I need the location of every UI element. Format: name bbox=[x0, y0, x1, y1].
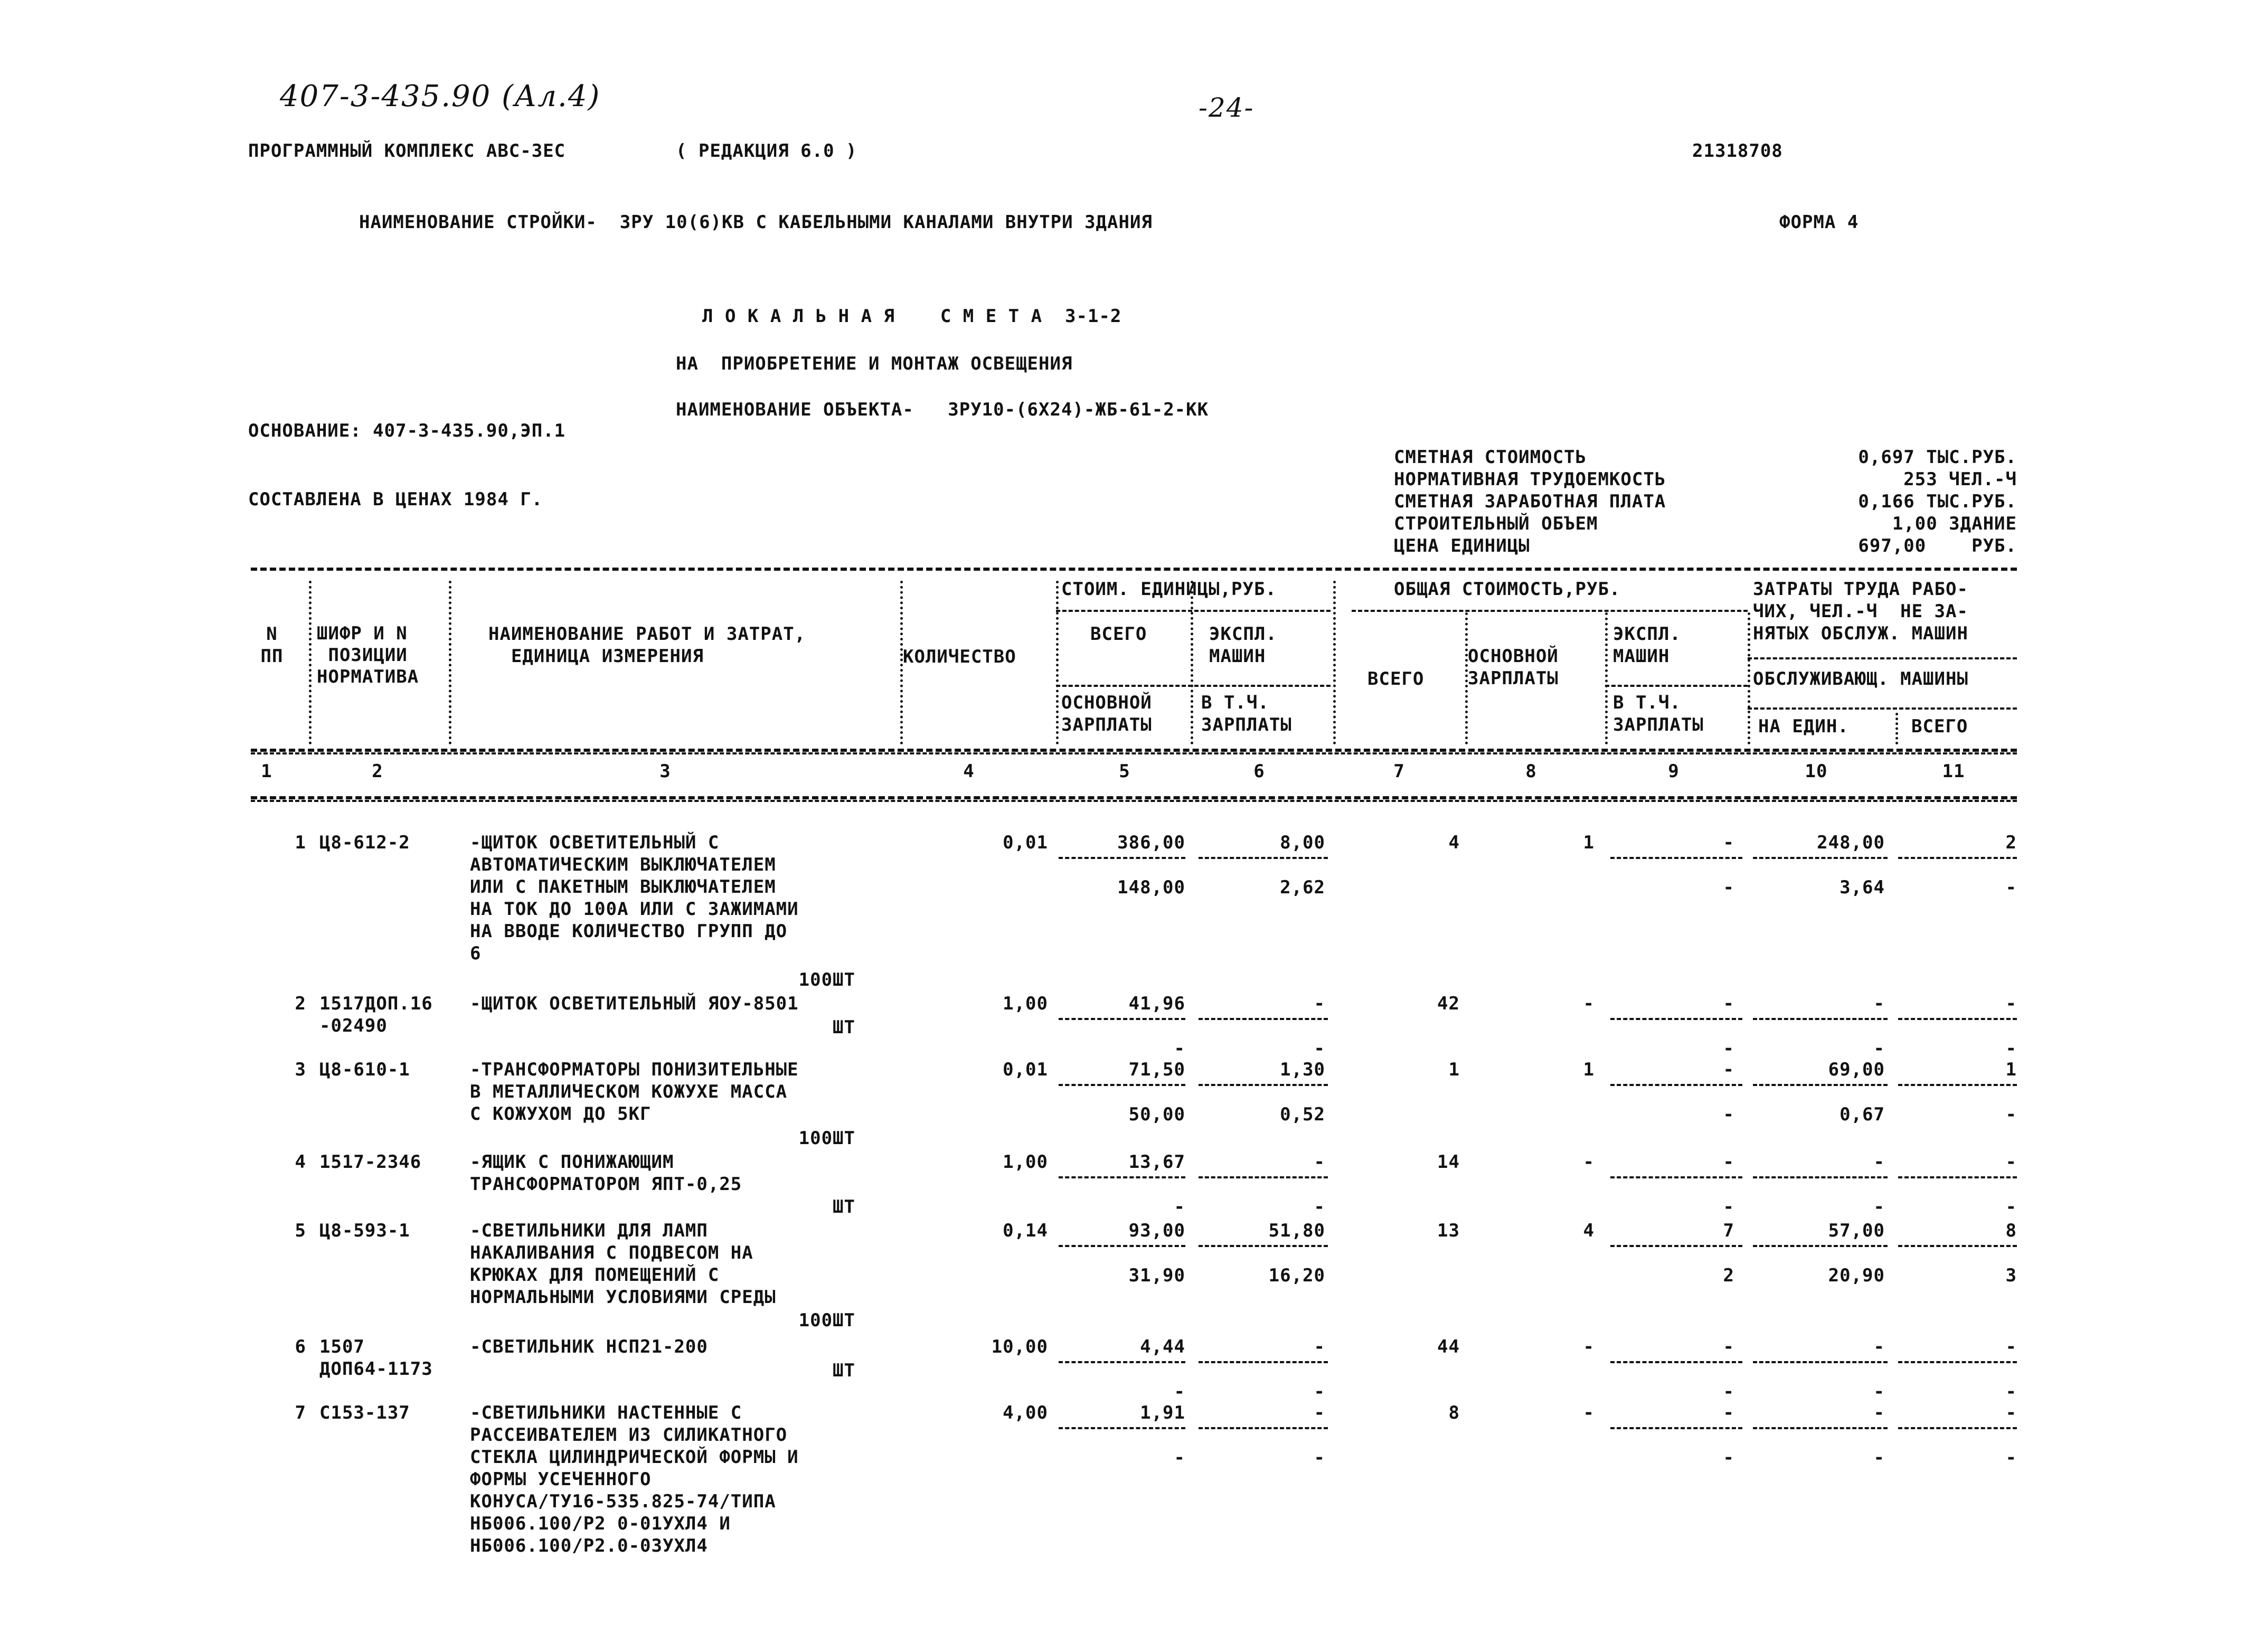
header-subrule bbox=[1056, 610, 1331, 612]
row-name: -СВЕТИЛЬНИКИ ДЛЯ ЛАМП НАКАЛИВАНИЯ С ПОДВЕСОМ НА КРЮКАХ ДЛЯ ПОМЕЩЕНИЙ С НОРМАЛЬНЫМИ УСЛОВИЯМИ СРЕДЫ bbox=[470, 1220, 776, 1308]
value-underline bbox=[1610, 1427, 1742, 1429]
row-c7: 44 bbox=[1437, 1336, 1460, 1357]
value-underline bbox=[1199, 1084, 1328, 1086]
row-unit: 100ШТ bbox=[798, 969, 855, 990]
row-quantity: 4,00 bbox=[1003, 1402, 1048, 1423]
value-underline bbox=[1199, 1361, 1328, 1363]
row-number: 1 bbox=[295, 832, 306, 853]
value-underline bbox=[1059, 857, 1185, 859]
value-underline bbox=[1898, 1245, 2017, 1247]
column-number: 8 bbox=[1525, 761, 1537, 782]
value-underline bbox=[1059, 1084, 1185, 1086]
column-number: 7 bbox=[1393, 761, 1405, 782]
summary-label: НОРМАТИВНАЯ ТРУДОЕМКОСТЬ bbox=[1394, 469, 1666, 490]
summary-label: ЦЕНА ЕДИНИЦЫ bbox=[1394, 535, 1530, 556]
program-edition: ( РЕДАКЦИЯ 6.0 ) bbox=[676, 140, 857, 162]
row-number: 2 bbox=[295, 993, 306, 1014]
summary-value: 697,00 РУБ. bbox=[1858, 535, 2017, 556]
row-number: 7 bbox=[295, 1402, 306, 1423]
row-c6b: 0,52 bbox=[1280, 1104, 1325, 1125]
row-c8: 1 bbox=[1583, 1059, 1595, 1080]
row-number: 3 bbox=[295, 1059, 306, 1080]
row-c8: 1 bbox=[1583, 832, 1595, 853]
row-number: 5 bbox=[295, 1220, 306, 1241]
document-title: Л О К А Л Ь Н А Я С М Е Т А 3-1-2 bbox=[702, 306, 1122, 327]
value-underline bbox=[1199, 1245, 1328, 1247]
row-code: Ц8-593-1 bbox=[319, 1220, 410, 1241]
value-underline bbox=[1610, 1018, 1742, 1020]
row-c7: 4 bbox=[1448, 832, 1460, 853]
row-name: -ЩИТОК ОСВЕТИТЕЛЬНЫЙ ЯОУ-8501 bbox=[470, 993, 799, 1014]
value-underline bbox=[1199, 1018, 1328, 1020]
header-separator bbox=[309, 581, 312, 744]
row-c9b: - bbox=[1723, 1196, 1734, 1217]
column-number: 11 bbox=[1942, 761, 1965, 782]
row-c11b: - bbox=[2005, 1038, 2017, 1059]
row-c9a: - bbox=[1723, 832, 1734, 853]
row-unit: ШТ bbox=[833, 1196, 855, 1217]
header-col-1: N ПП bbox=[260, 624, 284, 667]
row-c10a: - bbox=[1873, 1336, 1885, 1357]
header-total-cost: ОБЩАЯ СТОИМОСТЬ,РУБ. bbox=[1394, 579, 1621, 600]
row-c6a: 8,00 bbox=[1280, 832, 1325, 853]
table-rule bbox=[251, 800, 2017, 802]
header-separator bbox=[1605, 612, 1608, 744]
row-c5b: 50,00 bbox=[1128, 1104, 1185, 1125]
row-code: С153-137 bbox=[319, 1402, 410, 1423]
header-col-9b: В Т.Ч. ЗАРПЛАТЫ bbox=[1613, 692, 1704, 735]
value-underline bbox=[1059, 1427, 1185, 1429]
table-rule bbox=[251, 796, 2017, 799]
value-underline bbox=[1753, 1018, 1888, 1020]
row-c10b: - bbox=[1873, 1196, 1885, 1217]
row-c7: 1 bbox=[1448, 1059, 1460, 1080]
row-c10a: 69,00 bbox=[1828, 1059, 1885, 1080]
table-rule bbox=[251, 752, 2017, 754]
header-subrule bbox=[1605, 685, 1748, 687]
row-c9b: - bbox=[1723, 877, 1734, 898]
row-c8: 4 bbox=[1583, 1220, 1595, 1241]
row-c6b: - bbox=[1314, 1447, 1325, 1468]
row-quantity: 10,00 bbox=[991, 1336, 1048, 1357]
row-c5b: - bbox=[1174, 1381, 1185, 1402]
value-underline bbox=[1610, 1361, 1742, 1363]
value-underline bbox=[1059, 1245, 1185, 1247]
row-c6a: 1,30 bbox=[1280, 1059, 1325, 1080]
row-c5a: 71,50 bbox=[1128, 1059, 1185, 1080]
row-unit: ШТ bbox=[833, 1360, 855, 1381]
row-c9b: - bbox=[1723, 1381, 1734, 1402]
value-underline bbox=[1898, 1361, 2017, 1363]
row-c5b: - bbox=[1174, 1447, 1185, 1468]
row-unit: ШТ bbox=[833, 1017, 855, 1038]
row-c6a: - bbox=[1314, 1151, 1325, 1173]
value-underline bbox=[1610, 1084, 1742, 1086]
row-c10a: 248,00 bbox=[1817, 832, 1885, 853]
row-c5a: 386,00 bbox=[1117, 832, 1185, 853]
row-c10a: - bbox=[1873, 1151, 1885, 1173]
row-c10a: - bbox=[1873, 993, 1885, 1014]
row-name: -СВЕТИЛЬНИКИ НАСТЕННЫЕ С РАССЕИВАТЕЛЕМ ИЗ СИЛИКАТНОГО СТЕКЛА ЦИЛИНДРИЧЕСКОЙ ФОРМЫ И ФОРМЫ УСЕЧЕННОГО КОНУСА/ТУ16-535.825-74/ТИПА НБ006.100/Р2 0-01УХЛ4 И НБ006.100/Р2.0-03УХЛ4 bbox=[470, 1402, 799, 1556]
row-name: -СВЕТИЛЬНИК НСП21-200 bbox=[470, 1336, 708, 1357]
row-code: 1517-2346 bbox=[319, 1151, 422, 1173]
row-c6a: 51,80 bbox=[1268, 1220, 1325, 1241]
value-underline bbox=[1753, 1361, 1888, 1363]
document-code: 21318708 bbox=[1692, 140, 1783, 162]
row-c11b: - bbox=[2005, 1381, 2017, 1402]
row-c5b: 31,90 bbox=[1128, 1265, 1185, 1286]
row-code: Ц8-612-2 bbox=[319, 832, 410, 853]
header-separator bbox=[1191, 581, 1193, 744]
table-rule bbox=[251, 749, 2017, 752]
column-number: 10 bbox=[1805, 761, 1828, 782]
row-name: -ЯЩИК С ПОНИЖАЮЩИМ ТРАНСФОРМАТОРОМ ЯПТ-0,25 bbox=[470, 1151, 742, 1195]
value-underline bbox=[1753, 1427, 1888, 1429]
row-c11a: 2 bbox=[2005, 832, 2017, 853]
summary-label: СМЕТНАЯ ЗАРАБОТНАЯ ПЛАТА bbox=[1394, 491, 1666, 512]
row-c11a: - bbox=[2005, 1151, 2017, 1173]
value-underline bbox=[1753, 1176, 1888, 1178]
row-c11a: - bbox=[2005, 1402, 2017, 1423]
construction-name: НАИМЕНОВАНИЕ СТРОЙКИ- ЗРУ 10(6)КВ С КАБЕЛЬНЫМИ КАНАЛАМИ ВНУТРИ ЗДАНИЯ bbox=[359, 212, 1153, 233]
column-number: 1 bbox=[261, 761, 272, 782]
row-c5b: 148,00 bbox=[1117, 877, 1185, 898]
row-quantity: 0,01 bbox=[1003, 832, 1048, 853]
row-c7: 8 bbox=[1448, 1402, 1460, 1423]
handwritten-doc-code: 407-3-435.90 (Ал.4) bbox=[280, 79, 601, 114]
row-c10b: 20,90 bbox=[1828, 1265, 1885, 1286]
summary-label: СМЕТНАЯ СТОИМОСТЬ bbox=[1394, 447, 1587, 468]
header-col-5a: ВСЕГО bbox=[1090, 624, 1147, 645]
row-c5b: - bbox=[1174, 1038, 1185, 1059]
header-unit-cost: СТОИМ. ЕДИНИЦЫ,РУБ. bbox=[1061, 579, 1277, 600]
column-number: 3 bbox=[659, 761, 671, 782]
row-number: 6 bbox=[295, 1336, 306, 1357]
row-unit: 100ШТ bbox=[798, 1128, 855, 1149]
row-c7: 14 bbox=[1437, 1151, 1460, 1173]
column-number: 6 bbox=[1253, 761, 1265, 782]
row-c6b: 2,62 bbox=[1280, 877, 1325, 898]
table-rule bbox=[251, 568, 2017, 571]
value-underline bbox=[1898, 1084, 2017, 1086]
row-c11b: - bbox=[2005, 1447, 2017, 1468]
row-c7: 42 bbox=[1437, 993, 1460, 1014]
value-underline bbox=[1898, 857, 2017, 859]
value-underline bbox=[1059, 1176, 1185, 1178]
header-separator bbox=[1465, 612, 1468, 744]
column-number: 9 bbox=[1668, 761, 1680, 782]
row-code: 1517ДОП.16 -02490 bbox=[319, 993, 433, 1036]
summary-value: 0,697 ТЫС.РУБ. bbox=[1858, 447, 2017, 468]
row-c10b: - bbox=[1873, 1447, 1885, 1468]
column-number: 2 bbox=[372, 761, 383, 782]
row-c10b: 0,67 bbox=[1840, 1104, 1885, 1125]
row-c9b: - bbox=[1723, 1104, 1734, 1125]
row-c9b: - bbox=[1723, 1447, 1734, 1468]
row-c9a: 7 bbox=[1723, 1220, 1734, 1241]
row-c10a: - bbox=[1873, 1402, 1885, 1423]
row-c6b: - bbox=[1314, 1196, 1325, 1217]
row-quantity: 1,00 bbox=[1003, 993, 1048, 1014]
header-col-4: КОЛИЧЕСТВО bbox=[903, 646, 1016, 667]
value-underline bbox=[1199, 857, 1328, 859]
row-c11a: 1 bbox=[2005, 1059, 2017, 1080]
header-labor-2: ОБСЛУЖИВАЮЩ. МАШИНЫ bbox=[1753, 668, 1968, 690]
value-underline bbox=[1753, 857, 1888, 859]
object-name: НАИМЕНОВАНИЕ ОБЪЕКТА- ЗРУ10-(6Х24)-ЖБ-61-2-КК bbox=[676, 399, 1209, 420]
row-c5a: 13,67 bbox=[1128, 1151, 1185, 1173]
row-quantity: 0,14 bbox=[1003, 1220, 1048, 1241]
row-c9a: - bbox=[1723, 1151, 1734, 1173]
value-underline bbox=[1059, 1018, 1185, 1020]
header-col-8: ОСНОВНОЙ ЗАРПЛАТЫ bbox=[1468, 646, 1559, 689]
header-col-6b: В Т.Ч. ЗАРПЛАТЫ bbox=[1201, 692, 1292, 735]
row-c11b: - bbox=[2005, 1196, 2017, 1217]
row-c11a: - bbox=[2005, 1336, 2017, 1357]
header-subrule bbox=[1748, 707, 2017, 710]
row-unit: 100ШТ bbox=[798, 1310, 855, 1331]
row-c6b: - bbox=[1314, 1038, 1325, 1059]
prices-year: СОСТАВЛЕНА В ЦЕНАХ 1984 Г. bbox=[248, 489, 543, 510]
row-c6a: - bbox=[1314, 1402, 1325, 1423]
row-c6a: - bbox=[1314, 993, 1325, 1014]
header-labor: ЗАТРАТЫ ТРУДА РАБО- ЧИХ, ЧЕЛ.-Ч НЕ ЗА- НЯТЫХ ОБСЛУЖ. МАШИН bbox=[1753, 579, 1968, 644]
row-c8: - bbox=[1583, 1402, 1595, 1423]
row-c11b: - bbox=[2005, 1104, 2017, 1125]
row-c8: - bbox=[1583, 1336, 1595, 1357]
value-underline bbox=[1610, 1245, 1742, 1247]
document-subtitle: НА ПРИОБРЕТЕНИЕ И МОНТАЖ ОСВЕЩЕНИЯ bbox=[676, 353, 1073, 374]
summary-value: 0,166 ТЫС.РУБ. bbox=[1858, 491, 2017, 512]
row-c9a: - bbox=[1723, 1059, 1734, 1080]
summary-value: 1,00 ЗДАНИЕ bbox=[1892, 513, 2017, 534]
value-underline bbox=[1199, 1176, 1328, 1178]
row-c10b: - bbox=[1873, 1038, 1885, 1059]
header-col-6a: ЭКСПЛ. МАШИН bbox=[1209, 624, 1277, 667]
header-col-3: НАИМЕНОВАНИЕ РАБОТ И ЗАТРАТ, ЕДИНИЦА ИЗМЕРЕНИЯ bbox=[488, 624, 806, 667]
header-separator bbox=[1895, 713, 1898, 744]
row-c6b: - bbox=[1314, 1381, 1325, 1402]
summary-label: СТРОИТЕЛЬНЫЙ ОБЪЕМ bbox=[1394, 513, 1598, 534]
header-col-7: ВСЕГО bbox=[1367, 668, 1425, 690]
row-c9a: - bbox=[1723, 1336, 1734, 1357]
row-c10b: - bbox=[1873, 1381, 1885, 1402]
row-number: 4 bbox=[295, 1151, 306, 1173]
row-quantity: 1,00 bbox=[1003, 1151, 1048, 1173]
header-subrule bbox=[1748, 657, 2017, 659]
value-underline bbox=[1753, 1245, 1888, 1247]
header-separator bbox=[449, 581, 451, 744]
header-separator bbox=[1333, 581, 1336, 744]
row-c6b: 16,20 bbox=[1268, 1265, 1325, 1286]
row-c11a: - bbox=[2005, 993, 2017, 1014]
row-code: 1507 ДОП64-1173 bbox=[319, 1336, 433, 1380]
row-c5b: - bbox=[1174, 1196, 1185, 1217]
header-col-2: ШИФР И N ПОЗИЦИИ НОРМАТИВА bbox=[317, 623, 419, 687]
header-subrule bbox=[1056, 685, 1331, 687]
row-c8: - bbox=[1583, 993, 1595, 1014]
row-name: -ТРАНСФОРМАТОРЫ ПОНИЗИТЕЛЬНЫЕ В МЕТАЛЛИЧЕСКОМ КОЖУХЕ МАССА С КОЖУХОМ ДО 5КГ bbox=[470, 1059, 799, 1125]
row-c10b: 3,64 bbox=[1840, 877, 1885, 898]
row-c5a: 1,91 bbox=[1140, 1402, 1185, 1423]
row-c11b: 3 bbox=[2005, 1265, 2017, 1286]
row-c11b: - bbox=[2005, 877, 2017, 898]
value-underline bbox=[1898, 1176, 2017, 1178]
header-col-11: ВСЕГО bbox=[1911, 716, 1968, 737]
column-number: 5 bbox=[1119, 761, 1130, 782]
row-c5a: 4,44 bbox=[1140, 1336, 1185, 1357]
header-separator bbox=[1056, 581, 1059, 744]
row-code: Ц8-610-1 bbox=[319, 1059, 410, 1080]
row-c9b: - bbox=[1723, 1038, 1734, 1059]
value-underline bbox=[1059, 1361, 1185, 1363]
basis: ОСНОВАНИЕ: 407-3-435.90,ЭП.1 bbox=[248, 420, 566, 441]
value-underline bbox=[1753, 1084, 1888, 1086]
summary-value: 253 ЧЕЛ.-Ч bbox=[1903, 469, 2017, 490]
page-number: -24- bbox=[1199, 92, 1254, 123]
value-underline bbox=[1199, 1427, 1328, 1429]
row-c11a: 8 bbox=[2005, 1220, 2017, 1241]
row-c9b: 2 bbox=[1723, 1265, 1734, 1286]
form-label: ФОРМА 4 bbox=[1779, 212, 1859, 233]
header-subrule bbox=[1352, 610, 1748, 612]
value-underline bbox=[1610, 857, 1742, 859]
row-c8: - bbox=[1583, 1151, 1595, 1173]
row-c9a: - bbox=[1723, 1402, 1734, 1423]
value-underline bbox=[1610, 1176, 1742, 1178]
value-underline bbox=[1898, 1427, 2017, 1429]
header-col-9a: ЭКСПЛ. МАШИН bbox=[1613, 624, 1681, 667]
value-underline bbox=[1898, 1018, 2017, 1020]
row-c5a: 41,96 bbox=[1128, 993, 1185, 1014]
row-c9a: - bbox=[1723, 993, 1734, 1014]
program-name: ПРОГРАММНЫЙ КОМПЛЕКС АВС-3ЕС bbox=[248, 140, 566, 162]
row-c7: 13 bbox=[1437, 1220, 1460, 1241]
column-number: 4 bbox=[963, 761, 975, 782]
row-name: -ЩИТОК ОСВЕТИТЕЛЬНЫЙ С АВТОМАТИЧЕСКИМ ВЫКЛЮЧАТЕЛЕМ ИЛИ С ПАКЕТНЫМ ВЫКЛЮЧАТЕЛЕМ НА ТОК ДО 100А ИЛИ С ЗАЖИМАМИ НА ВВОДЕ КОЛИЧЕСТВО ГРУПП ДО 6 bbox=[470, 832, 799, 964]
row-c10a: 57,00 bbox=[1828, 1220, 1885, 1241]
row-c5a: 93,00 bbox=[1128, 1220, 1185, 1241]
header-separator bbox=[900, 581, 903, 744]
header-col-5b: ОСНОВНОЙ ЗАРПЛАТЫ bbox=[1061, 692, 1152, 735]
row-quantity: 0,01 bbox=[1003, 1059, 1048, 1080]
row-c6a: - bbox=[1314, 1336, 1325, 1357]
header-col-10: НА ЕДИН. bbox=[1758, 716, 1849, 737]
header-separator bbox=[1748, 612, 1750, 744]
